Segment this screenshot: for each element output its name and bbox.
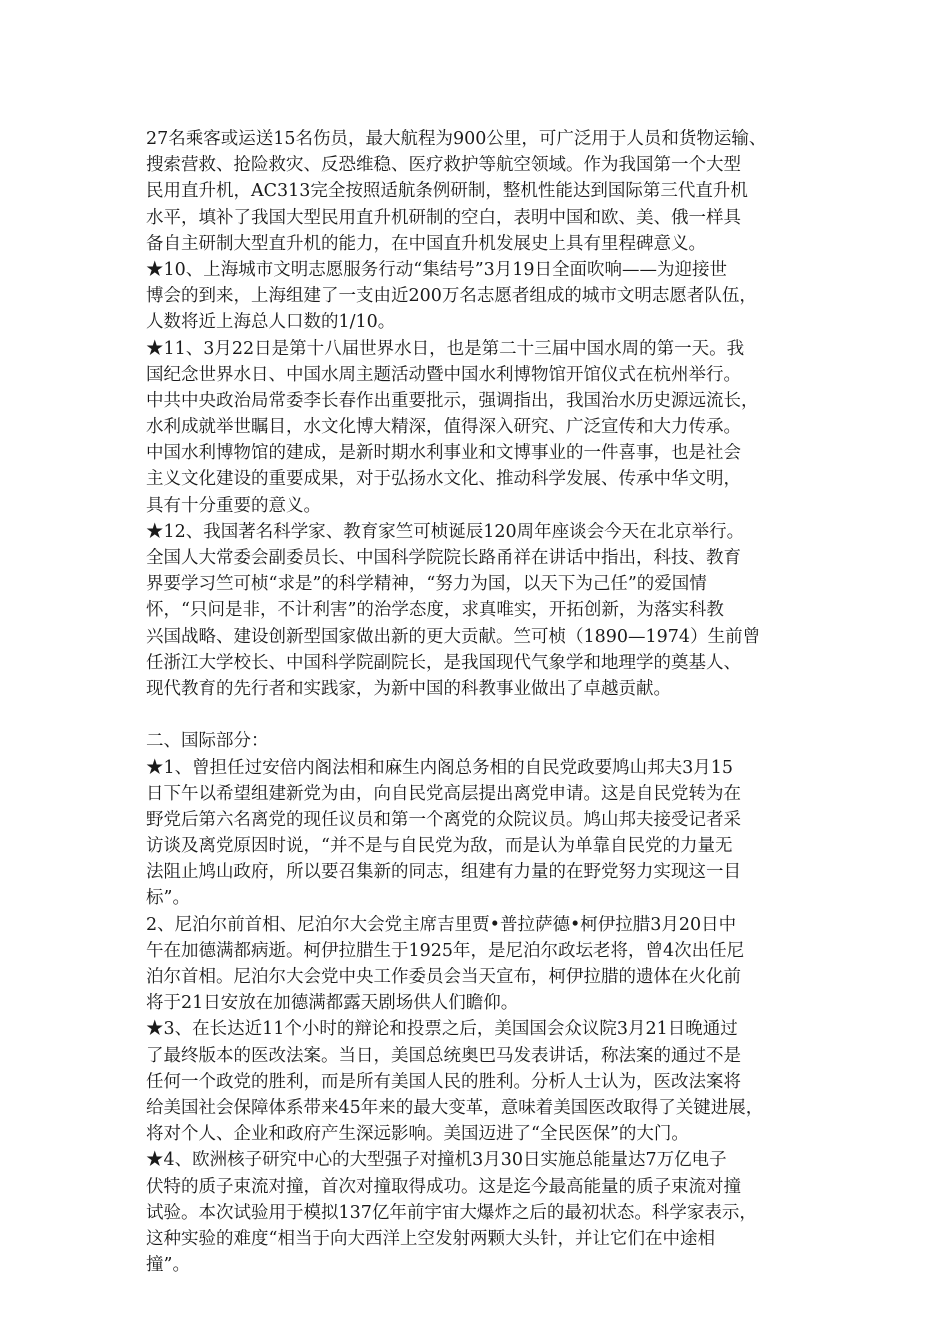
text-line: 日下午以希望组建新党为由，向自民党高层提出离党申请。这是自民党转为在 (146, 783, 741, 804)
text-line: 野党后第六名离党的现任议员和第一个离党的众院议员。鸠山邦夫接受记者采 (146, 809, 741, 830)
text-line: ★12、我国著名科学家、教育家竺可桢诞辰120周年座谈会今天在北京举行。 (146, 521, 745, 542)
text-line: 法阻止鸠山政府，所以要召集新的同志，组建有力量的在野党努力实现这一目 (146, 862, 741, 883)
text-line: 试验。本次试验用于模拟137亿年前宇宙大爆炸之后的最初状态。科学家表示， (146, 1202, 757, 1223)
text-line: 国纪念世界水日、中国水周主题活动暨中国水利博物馆开馆仪式在杭州举行。 (146, 364, 741, 385)
text-line: 将于21日安放在加德满都露天剧场供人们瞻仰。 (146, 993, 519, 1014)
text-line: 中国水利博物馆的建成，是新时期水利事业和文博事业的一件喜事，也是社会 (146, 443, 741, 464)
text-line: 中共中央政治局常委李长春作出重要批示，强调指出，我国治水历史源远流长， (146, 390, 759, 411)
text-line: 访谈及离党原因时说，“并不是与自民党为敌，而是认为单靠自民党的力量无 (146, 836, 733, 857)
text-line: 界要学习竺可桢“求是”的科学精神，“努力为国，以天下为己任”的爱国情 (146, 574, 707, 595)
text-line: 兴国战略、建设创新型国家做出新的更大贡献。竺可桢（1890—1974）生前曾 (146, 626, 761, 647)
text-line: ★10、上海城市文明志愿服务行动“集结号”3月19日全面吹响——为迎接世 (146, 259, 728, 280)
text-line: 水平，填补了我国大型民用直升机研制的空白，表明中国和欧、美、俄一样具 (146, 207, 741, 228)
text-line: 主义文化建设的重要成果，对于弘扬水文化、推动科学发展、传承中华文明， (146, 469, 741, 490)
text-line: 午在加德满都病逝。柯伊拉腊生于1925年，是尼泊尔政坛老将，曾4次出任尼 (146, 940, 745, 961)
text-line: ★3、在长达近11个小时的辩论和投票之后，美国国会众议院3月21日晚通过 (146, 1019, 738, 1040)
text-line: 标”。 (146, 888, 190, 909)
text-line: 伏特的质子束流对撞，首次对撞取得成功。这是迄今最高能量的质子束流对撞 (146, 1176, 741, 1197)
text-line: 备自主研制大型直升机的能力，在中国直升机发展史上具有里程碑意义。 (146, 233, 706, 254)
text-line: 怀，“只问是非，不计利害”的治学态度，求真唯实，开拓创新，为落实科教 (146, 600, 724, 621)
text-line: 具有十分重要的意义。 (146, 495, 321, 516)
text-line: ★4、欧洲核子研究中心的大型强子对撞机3月30日实施总能量达7万亿电子 (146, 1150, 727, 1171)
text-line: 将对个人、企业和政府产生深远影响。美国迈进了“全民医保”的大门。 (146, 1124, 689, 1145)
text-line: 泊尔首相。尼泊尔大会党中央工作委员会当天宣布，柯伊拉腊的遗体在火化前 (146, 967, 741, 987)
section-heading: 二、国际部分： (146, 731, 269, 752)
text-line: 博会的到来，上海组建了一支由近200万名志愿者组成的城市文明志愿者队伍， (146, 286, 757, 307)
text-line: 这种实验的难度“相当于向大西洋上空发射两颗大头针，并让它们在中途相 (146, 1228, 715, 1249)
text-line: 27名乘客或运送15名伤员，最大航程为900公里，可广泛用于人员和货物运输、 (146, 129, 767, 149)
document-body (146, 126, 811, 1278)
blank-line (146, 702, 811, 728)
text-line: 搜索营救、抢险救灾、反恐维稳、医疗救护等航空领域。作为我国第一个大型 (146, 155, 741, 176)
text-line: ★1、曾担任过安倍内阁法相和麻生内阁总务相的自民党政要鸠山邦夫3月15 (146, 757, 734, 778)
text-line: 给美国社会保障体系带来45年来的最大变革，意味着美国医改取得了关键进展， (146, 1097, 764, 1118)
text-line: 全国人大常委会副委员长、中国科学院院长路甬祥在讲话中指出，科技、教育 (146, 548, 741, 568)
text-line: 了最终版本的医改法案。当日，美国总统奥巴马发表讲话，称法案的通过不是 (146, 1045, 741, 1066)
text-line: 民用直升机，AC313完全按照适航条例研制，整机性能达到国际第三代直升机 (146, 181, 748, 202)
text-line: 现代教育的先行者和实践家，为新中国的科教事业做出了卓越贡献。 (146, 678, 671, 699)
text-line: 任何一个政党的胜利，而是所有美国人民的胜利。分析人士认为，医改法案将 (146, 1071, 741, 1092)
text-line: ★11、3月22日是第十八届世界水日，也是第二十三届中国水周的第一天。我 (146, 338, 745, 359)
text-line: 撞”。 (146, 1255, 190, 1276)
text-line: 水利成就举世瞩目，水文化博大精深，值得深入研究、广泛宣传和大力传承。 (146, 417, 741, 438)
text-line: 2、尼泊尔前首相、尼泊尔大会党主席吉里贾•普拉萨德•柯伊拉腊3月20日中 (146, 914, 737, 935)
text-line: 人数将近上海总人口数的1/10。 (146, 312, 396, 333)
text-line: 任浙江大学校长、中国科学院副院长，是我国现代气象学和地理学的奠基人、 (146, 652, 741, 673)
